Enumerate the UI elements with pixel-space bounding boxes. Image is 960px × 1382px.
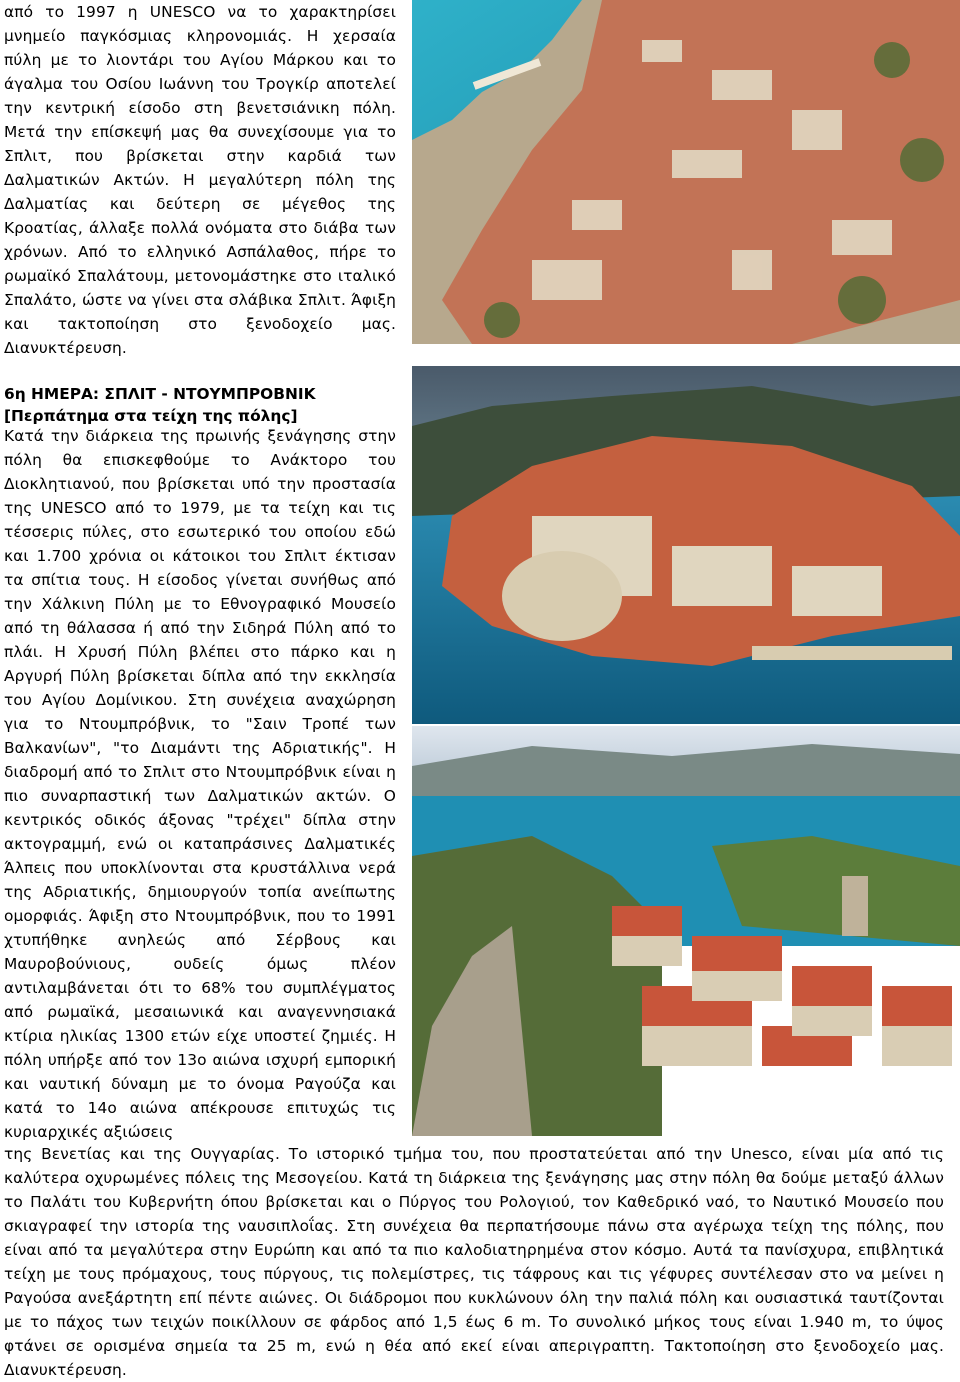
day-subheading: [Περπάτημα στα τείχη της πόλης] — [4, 407, 298, 425]
body-paragraph-left: Κατά την διάρκεια της πρωινής ξενάγησης στην πόλη θα επισκεφθούμε το Ανάκτορο του Διοκλητιανού, που βρίσκεται υπό την προστασία της UNESCO από το 1979, με τα τείχη και τις τέσσερις πύλες, στο εσωτερικό του οποίου εδώ και 1.700 χρόνια οι κάτοικοι του Σπλιτ έκτισαν τα σπίτια τους. Η είσοδος γίνεται συνήθως από την Χάλκινη Πύλη με το Εθνογραφικό Μουσείο από τη θάλασσα ή από την Σιδηρά Πύλη από το πλάι. Η Χρυσή Πύλη βλέπει στο πάρκο και η Αργυρή Πύλη βρίσκεται δίπλα από την εκκλησία του Αγίου Δομίνικου. Στη συνέχεια αναχώρηση για το Ντουμπρόβνικ, το "Σαιν Τροπέ των Βαλκανίων", "το Διαμάντι της Αδριατικής". Η διαδρομή από το Σπλιτ στο Ντουμπρόβνικ είναι η πιο συναρπαστική των Δαλματικών ακτών. Ο κεντρικός οδικός άξονας "τρέχει" δίπλα στην ακτογραμμή, ενώ οι καταπράσινες Δαλματικές Άλπεις που υποκλίνονται στα κρυστάλλινα νερά της Αδριατικής, δημιουργούν τοπία ανείπωτης ομορφιάς. Άφιξη στο Ντουμπρόβνικ, που το 1991 χτυπήθηκε ανηλεώς από Σέρβους και Μαυροβούνιους, ουδείς όμως πλέον αντιλαμβάνεται ότι το 68% του συμπλέγματος από ρωμαϊκά, μεσαιωνικά και αναγεννησιακά κτίρια ηλικίας 1300 ετών είχε υποστεί ζημιές. Η πόλη υπήρξε από τον 13ο αιώνα ισχυρή εμπορική και ναυτική δύναμη με το όνομα Ραγούζα και κατά το 14ο αιώνα απέκρουσε επιτυχώς τις κυριαρχικές αξιώσεις — [4, 427, 396, 1141]
split-aerial-photo — [412, 0, 960, 344]
coastal-town-photo — [412, 726, 960, 1136]
day-heading-block — [4, 383, 396, 427]
day-heading: 6η ΗΜΕΡΑ: ΣΠΛΙΤ - ΝΤΟΥΜΠΡΟΒΝΙΚ — [4, 385, 316, 403]
body-paragraph-full: της Βενετίας και της Ουγγαρίας. Το ιστορικό τμήμα του, που προστατεύεται από την Unesco, είναι μία από τις καλύτερα οχυρωμένες πόλεις της Μεσογείου. Κατά τη διάρκεια της ξενάγησης μας στην πόλη θα δούμε μεταξύ άλλων το Παλάτι του Κυβερνήτη όπου βρίσκεται και ο Πύργος του Ρολογιού, τον Καθεδρικό ναό, το Ναυτικό Μουσείο που σκιαγραφεί την ιστορία της ναυσιπλοΐας. Στη συνέχεια θα περπατήσουμε πάνω στα αγέρωχα τείχη της πόλης, που είναι από τα μεγαλύτερα στην Ευρώπη και από τα πιο καλοδιατηρημένα στον κόσμο. Αυτά τα πανίσχυρα, επιβλητικά τείχη με τους πρόμαχους, τους πύργους, τις πολεμίστρες, τις τάφρους και τις γέφυρες συντέλεσαν στο να μείνει η Ραγούσα ανεξάρτητη επί πέντε αιώνες. Οι διάδρομοι που κυκλώνουν όλη την παλιά πόλη και ουσιαστικά ταυτίζονται με το πάχος των τειχών ποικίλλουν σε φάρδος από 1,5 έως 6 m. Το συνολικό μήκος τους είναι 1.940 m, το ύψος φτάνει σε ορισμένα σημεία τα 25 m, ενώ η θέα από εκεί είναι απεριγραπτη. Τακτοποίηση στο ξενοδοχείο μας. Διανυκτέρευση. — [4, 1145, 944, 1379]
intro-paragraph: από το 1997 η UNESCO να το χαρακτηρίσει μνημείο παγκόσμιας κληρονομιάς. Η χερσαία πύλη με το λιοντάρι του Αγίου Μάρκου και το άγαλμα του Οσίου Ιωάννη του Τρογκίρ αποτελεί την κεντρική είσοδο στη βενετσιάνικη πόλη. Μετά την επίσκεψή μας θα συνεχίσουμε για το Σπλιτ, που βρίσκεται στην καρδιά των Δαλματικών Ακτών. Η μεγαλύτερη πόλη της Δαλματίας και δεύτερη σε μέγεθος της Κροατίας, άλλαξε πολλά ονόματα στο διάβα των χρόνων. Από το ελληνικό Ασπάλαθος, πήρε το ρωμαϊκό Σπαλάτουμ, μετονομάστηκε στο ιταλικό Σπαλάτο, ώστε να γίνει στα σλάβικα Σπλιτ. Άφιξη και τακτοποίηση στο ξενοδοχείο μας. Διανυκτέρευση. — [4, 3, 396, 357]
dubrovnik-photo — [412, 366, 960, 724]
